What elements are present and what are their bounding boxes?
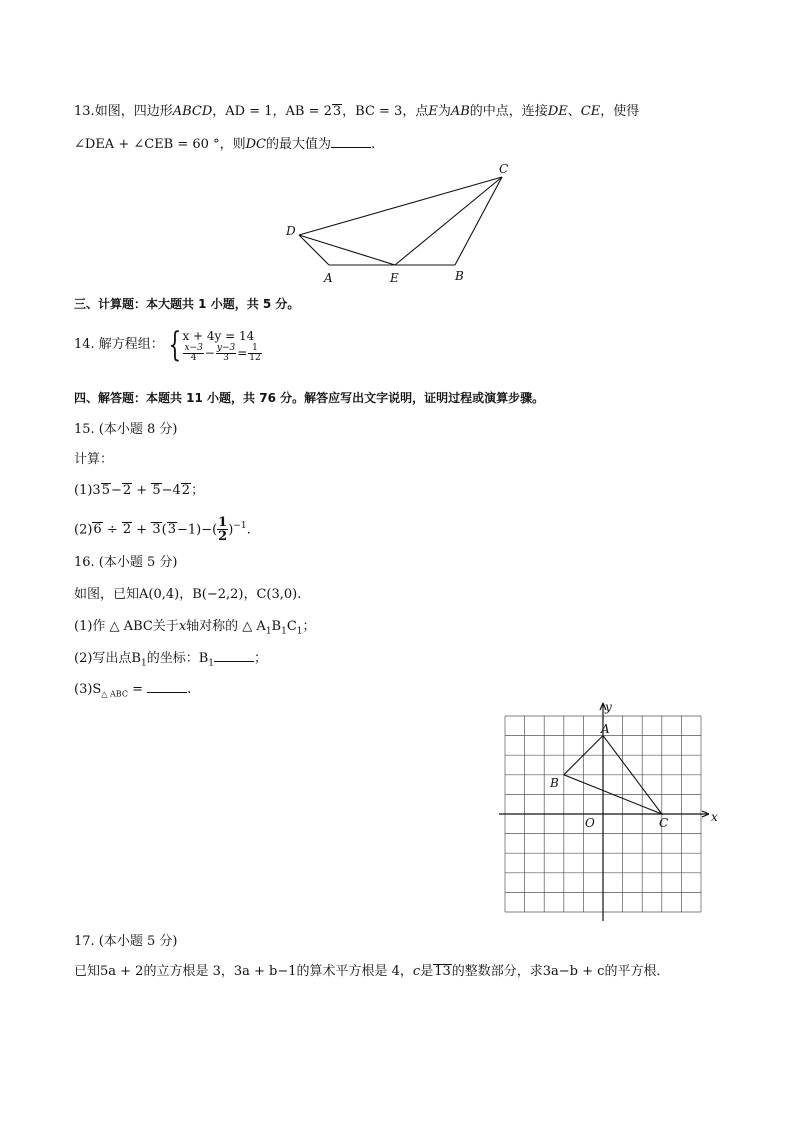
label-E: E — [390, 271, 399, 285]
q17-body: 已知5a + 2的立方根是 3，3a + b−1的算术平方根是 4，c是13的整数部分，求3a−b + c的平方根． — [74, 964, 670, 979]
q13-line2: ∠DEA + ∠CEB = 60 °，则DC的最大值为 . — [74, 137, 376, 152]
section-4-heading: 四、解答题：本题共 11 小题，共 76 分。解答应写出文字说明，证明过程或演算步骤。 — [74, 391, 545, 405]
coordinate-grid — [495, 700, 725, 925]
brace-icon: { — [168, 325, 182, 365]
label-B: B — [455, 269, 464, 283]
q15-calc: 计算： — [74, 452, 114, 467]
axis-label-y: y — [605, 700, 612, 714]
q15-part1: (1)35−2 + 5−42； — [74, 483, 205, 498]
q16-part3: $(3)S_{\triangle ABC}$ = . — [74, 682, 192, 699]
q16-part2: (2)写出点$B_1$的坐标：$B_1$ ； — [74, 651, 268, 669]
q14: 14. 解方程组： { x + 4y = 14 $\frac{x-3}{4}$ − $\frac{y-3}{3}$ = $\frac{1}{12}$ — [74, 325, 261, 365]
quadrilateral-figure — [280, 158, 520, 288]
sqrt-3: 3 — [332, 104, 342, 119]
q15-title: 15. (本小题 8 分) — [74, 422, 178, 437]
q16-part1: (1)作 △ ABC关于x轴对称的 △ $A_1B_1C_1$； — [74, 619, 316, 637]
label-C: C — [499, 162, 509, 176]
answer-blank[interactable] — [214, 649, 254, 662]
q17-title: 17. (本小题 5 分) — [74, 934, 178, 949]
q16-title: 16. (本小题 5 分) — [74, 555, 178, 570]
q13-line1: 13.如图，四边形ABCD，AD = 1，AB = 23，BC = 3，点E为AB的中点，连接DE、CE，使得 — [74, 104, 640, 119]
point-label-B: B — [550, 776, 559, 790]
label-A: A — [324, 271, 333, 285]
q16-intro: 如图，已知A(0,4)，B(−2,2)，C(3,0). — [74, 587, 302, 602]
point-label-C: C — [659, 816, 669, 830]
point-label-A: A — [601, 722, 610, 736]
answer-blank[interactable] — [147, 680, 187, 693]
label-D: D — [286, 224, 296, 238]
origin-label: O — [585, 816, 595, 830]
q15-part2: (2)6 ÷ 2 + 3(3−1)−( $\frac{1}{2})^{-1}$. — [74, 515, 251, 545]
section-3-heading: 三、计算题：本大题共 1 小题，共 5 分。 — [74, 297, 300, 311]
axis-label-x: x — [711, 810, 718, 824]
answer-blank[interactable] — [331, 135, 371, 148]
